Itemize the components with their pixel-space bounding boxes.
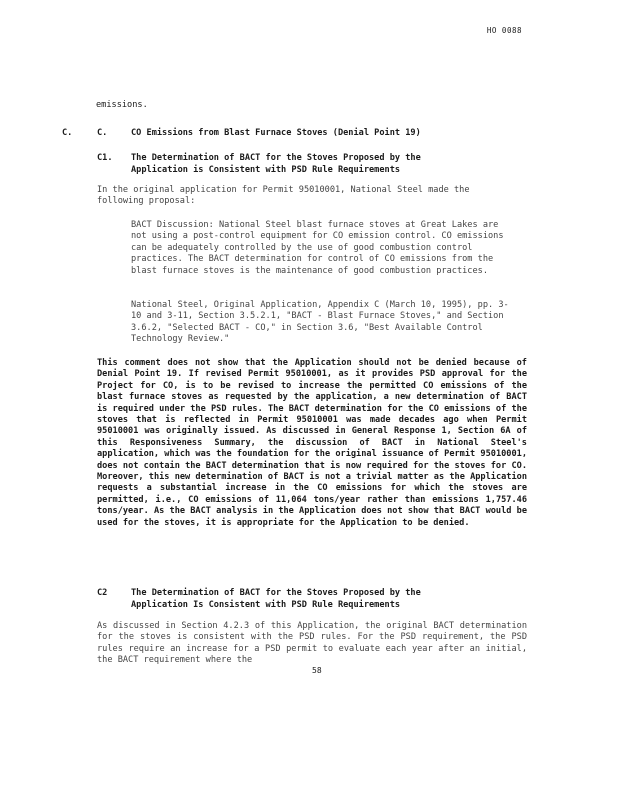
subsection-c1-title-line2: Application is Consistent with PSD Rule Requirements — [131, 165, 401, 175]
quote-block-1: BACT Discussion: National Steel blast furnace stoves at Great Lakes are not using a post-control equipment for CO emission control. CO emissions can be adequately controlled by the use of good combustion control practices. The BACT determination for control of CO emissions from the blast furnace stoves is the maintenance of good combustion practices. — [131, 220, 504, 276]
section-number: C. — [62, 128, 73, 138]
subsection-c2-title-line1: The Determination of BACT for the Stoves Proposed by the — [131, 588, 421, 598]
subsection-c2-number: C2 — [97, 588, 108, 598]
page-number: 58 — [312, 666, 322, 675]
section-letter: C. — [97, 128, 108, 138]
c2-body-paragraph: As discussed in Section 4.2.3 of this Application, the original BACT determination for the stoves is consistent with the PSD rules. For the PSD requirement, the PSD rules require an increase for a PSD permit to evaluate each year after an initial, the BACT requirement where the — [97, 621, 527, 666]
subsection-c2-title-line2: Application Is Consistent with PSD Rule Requirements — [131, 600, 401, 610]
quote-block-2: National Steel, Original Application, Appendix C (March 10, 1995), pp. 3-10 and 3-11, Section 3.5.2.1, "BACT - Blast Furnace Stoves," and Section 3.6.2, "Selected BACT - CO," in Section 3.6, "Best Available Control Technology Review." — [131, 300, 509, 345]
subsection-c1-title-line1: The Determination of BACT for the Stoves Proposed by the — [131, 153, 421, 163]
section-title: CO Emissions from Blast Furnace Stoves (Denial Point 19) — [131, 128, 421, 138]
subsection-c1-number: C1. — [97, 153, 113, 163]
page-identifier: HO 0088 — [486, 26, 522, 35]
c1-intro-paragraph: In the original application for Permit 95010001, National Steel made the following proposal: — [97, 185, 470, 207]
intro-line: emissions. — [96, 100, 148, 110]
c1-body-paragraph: This comment does not show that the Application should not be denied because of Denial Point 19. If revised Permit 95010001, as it provides PSD approval for the Project for CO, is to be revised to increase the permitted CO emissions of the blast furnace stoves as requested by the application, a new determination of BACT is required under the PSD rules. The BACT determination for the CO emissions of the stoves that is reflected in Permit 95010001 was made decades ago when Permit 95010001 was originally issued. As discussed in General Response 1, Section 6A of this Responsiveness Summary, the discussion of BACT in National Steel's application, which was the foundation for the original issuance of Permit 95010001, does not contain the BACT determination that is now required for the stoves for CO. Moreover, this new determination of BACT is not a trivial matter as the Application requests a substantial increase in the CO emissions for which the stoves are permitted, i.e., CO emissions of 11,064 tons/year rather than emissions 1,757.46 tons/year. As the BACT analysis in the Application does not show that BACT would be used for the stoves, it is appropriate for the Application to be denied. — [97, 358, 527, 528]
